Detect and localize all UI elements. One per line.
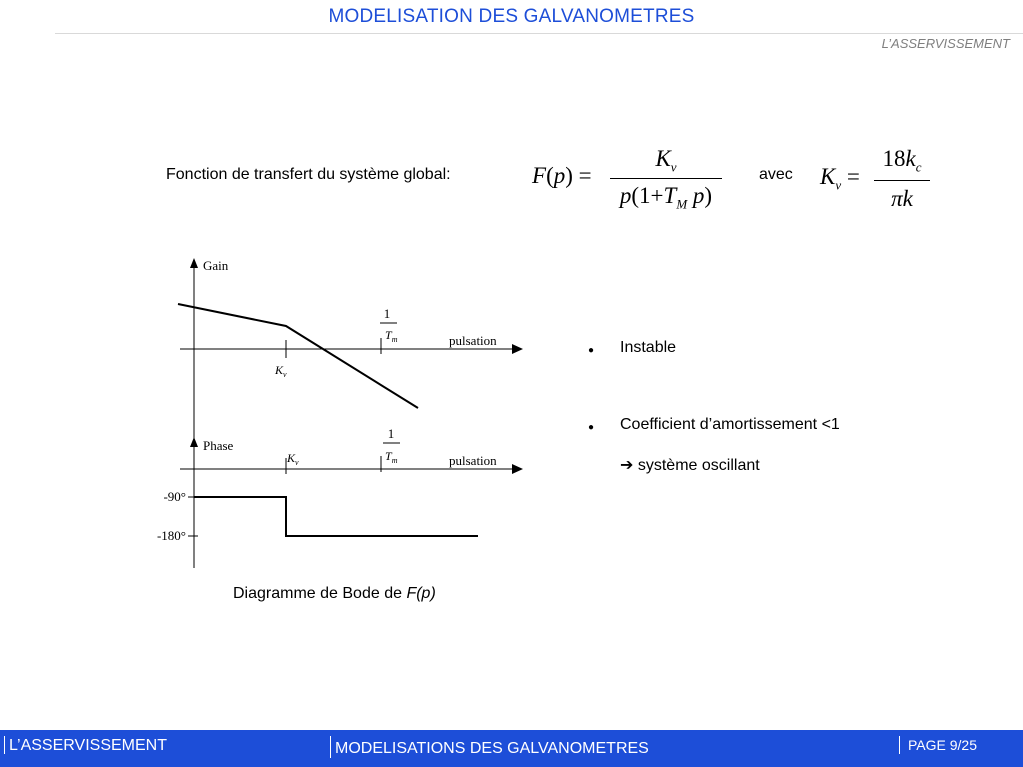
phase-kv-label: $K_v$ [287,451,299,467]
gain-pulsation-label: pulsation [449,333,497,348]
phase-one-label: 1 [387,426,395,441]
bullet-instable: Instable [620,339,677,356]
phase-pulsation-arrow [512,464,523,474]
gain-label: Gain [203,258,229,273]
fp-lhs: F(p) = [532,163,592,188]
phase-tm-label: $T_m$ [385,449,398,465]
footer-bar [0,730,1023,767]
bullet-damping: Coefficient d’amortissement <1 [620,416,840,433]
bode-caption-function: F(p) [406,585,436,602]
title-divider [55,33,1023,34]
bullet-marker-1: ● [588,345,595,356]
bode-caption-prefix: Diagramme de Bode de [233,585,402,602]
bullet-marker-2: ● [588,422,595,433]
gain-one-label: 1 [383,306,391,321]
footer-section: L’ASSERVISSEMENT [9,737,167,754]
kv-lhs: $K_v$ = [820,164,860,193]
avec-label: avec [759,166,793,183]
right-arrow-icon: ➔ [620,457,634,474]
phase-curve [194,497,478,536]
transfer-function-label: Fonction de transfert du système global: [166,166,451,183]
footer-separator-right [899,736,900,754]
kv-denominator: πk [891,186,913,211]
kv-fraction-bar [874,180,930,181]
gain-pulsation-arrow [512,344,523,354]
gain-kv-label: $K_v$ [275,363,287,379]
footer-separator-center [330,736,331,758]
phase-180-label: -180° [156,528,186,543]
bode-diagram [140,250,540,575]
fp-fraction-bar [610,178,722,179]
page-title: MODELISATION DES GALVANOMETRES [328,6,695,27]
phase-90-label: -90° [163,489,186,504]
gain-axis-arrow [190,258,198,268]
phase-axis-arrow [190,437,198,447]
kv-numerator: $18k_c$ [882,146,922,175]
section-subtitle: L’ASSERVISSEMENT [881,36,1010,51]
footer-chapter: MODELISATIONS DES GALVANOMETRES [335,740,649,757]
gain-tm-label: $T_m$ [385,328,398,344]
fp-numerator: $K_v$ [655,146,677,175]
bode-caption [233,585,436,603]
phase-pulsation-label: pulsation [449,453,497,468]
phase-label: Phase [203,438,234,453]
gain-curve [178,304,418,408]
page-number: PAGE 9/25 [908,737,978,753]
footer-separator-left [4,736,5,754]
consequence-text: système oscillant [637,457,760,474]
fp-denominator: $p(1+T_M$ p) [619,183,713,212]
consequence-line [620,455,760,475]
